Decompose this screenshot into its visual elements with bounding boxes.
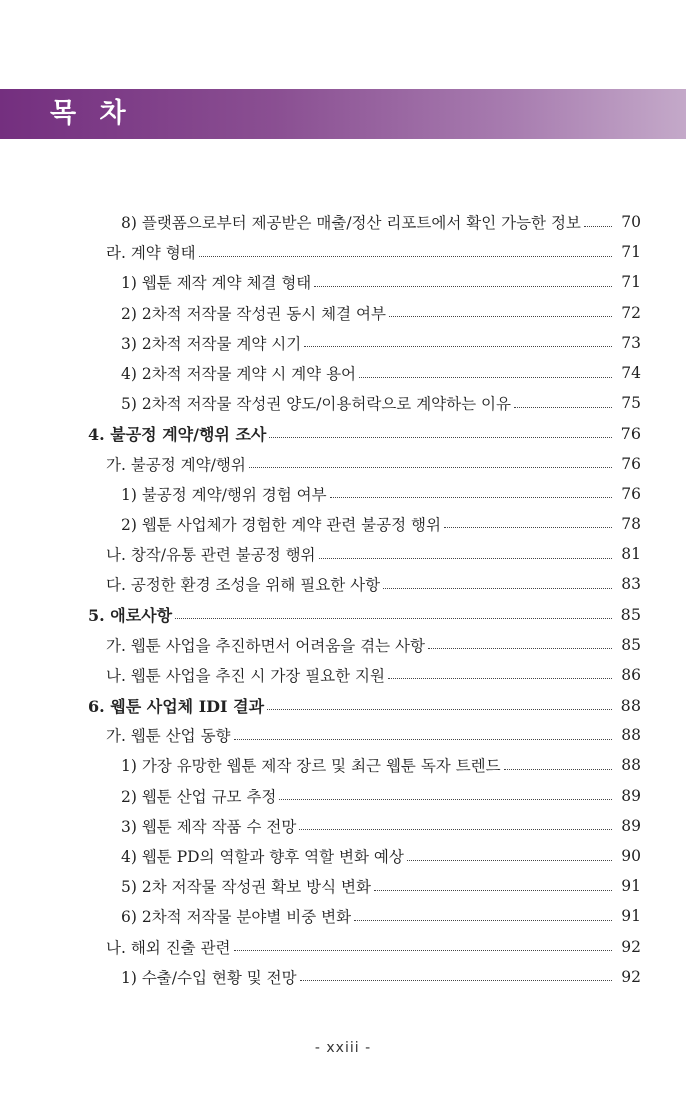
toc-entry-page: 90 [621, 847, 641, 866]
toc-entry-page: 71 [621, 243, 641, 262]
toc-entry-title: 1) 웹툰 제작 계약 체결 형태 [121, 274, 312, 293]
toc-entry-page: 81 [621, 545, 641, 564]
toc-leader-dots [444, 527, 612, 528]
toc-entry-page: 78 [621, 514, 641, 533]
toc-entry-page: 76 [620, 423, 641, 443]
toc-leader-dots [299, 829, 612, 830]
toc-leader-dots [504, 769, 612, 770]
toc-leader-dots [383, 588, 612, 589]
toc-entry[interactable] [0, 841, 686, 871]
toc-entry-title: 1) 불공정 계약/행위 경험 여부 [121, 485, 327, 504]
toc-leader-dots [314, 286, 612, 287]
toc-entry[interactable] [0, 660, 686, 690]
toc-leader-dots [428, 648, 612, 649]
toc-leader-dots [279, 799, 612, 800]
toc-entry[interactable] [0, 479, 686, 509]
toc-leader-dots [319, 558, 612, 559]
toc-entry[interactable] [0, 750, 686, 780]
toc-entry-page: 76 [621, 484, 641, 503]
toc-entry-title: 나. 웹툰 사업을 추진 시 가장 필요한 지원 [106, 666, 385, 685]
toc-entry[interactable] [0, 328, 686, 358]
toc-entry-title: 4. 불공정 계약/행위 조사 [88, 424, 267, 444]
toc-leader-dots [249, 467, 612, 468]
toc-entry-title: 다. 공정한 환경 조성을 위해 필요한 사항 [106, 576, 381, 595]
toc-entry-title: 가. 불공정 계약/행위 [106, 455, 246, 474]
toc-entry-page: 71 [621, 273, 641, 292]
toc-entry-page: 70 [621, 213, 641, 232]
toc-leader-dots [388, 678, 612, 679]
toc-entry-page: 73 [621, 333, 641, 352]
toc-entry-title: 나. 창작/유통 관련 불공정 행위 [106, 546, 316, 565]
toc-entry-title: 나. 해외 진출 관련 [106, 938, 231, 957]
toc-leader-dots [304, 346, 612, 347]
toc-entry-title: 2) 웹툰 사업체가 경험한 계약 관련 불공정 행위 [121, 515, 441, 534]
toc-entry[interactable] [0, 418, 686, 448]
toc-entry-page: 76 [621, 454, 641, 473]
toc-leader-dots [584, 226, 612, 227]
toc-leader-dots [359, 377, 612, 378]
toc-header-band [0, 89, 686, 139]
toc-entry-page: 88 [621, 726, 641, 745]
toc-entry[interactable] [0, 388, 686, 418]
toc-entry[interactable] [0, 449, 686, 479]
toc-leader-dots [300, 980, 612, 981]
toc-entry[interactable] [0, 298, 686, 328]
toc-entry-title: 5) 2차적 저작물 작성권 양도/이용허락으로 계약하는 이유 [121, 395, 511, 414]
toc-leader-dots [330, 497, 612, 498]
toc-entry-title: 5) 2차 저작물 작성권 확보 방식 변화 [121, 878, 371, 897]
toc-leader-dots [267, 709, 612, 710]
toc-entry-page: 75 [621, 394, 641, 413]
toc-leader-dots [514, 407, 612, 408]
toc-entry-title: 5. 애로사항 [88, 606, 173, 626]
toc-entry[interactable] [0, 781, 686, 811]
toc-entry[interactable] [0, 237, 686, 267]
toc-entry-page: 89 [621, 816, 641, 835]
toc-entry-page: 88 [620, 695, 641, 715]
toc-leader-dots [354, 920, 612, 921]
toc-entry[interactable] [0, 901, 686, 931]
toc-leader-dots [199, 256, 612, 257]
toc-entry-title: 1) 가장 유망한 웹툰 제작 장르 및 최근 웹툰 독자 트렌드 [121, 757, 501, 776]
toc-entry[interactable] [0, 267, 686, 297]
toc-entry-title: 가. 웹툰 사업을 추진하면서 어려움을 겪는 사항 [106, 636, 425, 655]
toc-leader-dots [389, 316, 612, 317]
toc-leader-dots [374, 890, 612, 891]
toc-entry[interactable] [0, 811, 686, 841]
toc-leader-dots [175, 618, 612, 619]
toc-leader-dots [234, 739, 612, 740]
toc-entry-page: 85 [620, 605, 641, 625]
toc-entry-page: 86 [621, 665, 641, 684]
toc-entry[interactable] [0, 509, 686, 539]
toc-entry-title: 4) 2차적 저작물 계약 시 계약 용어 [121, 365, 357, 384]
table-of-contents [0, 207, 686, 992]
toc-entry-page: 92 [621, 937, 641, 956]
toc-entry[interactable] [0, 871, 686, 901]
toc-entry-page: 83 [621, 575, 641, 594]
toc-entry-title: 8) 플랫폼으로부터 제공받은 매출/정산 리포트에서 확인 가능한 정보 [121, 214, 581, 233]
toc-leader-dots [407, 860, 612, 861]
toc-entry-page: 91 [621, 877, 641, 896]
page-number: - xxiii - [314, 1040, 372, 1056]
toc-entry-page: 91 [621, 907, 641, 926]
toc-entry-title: 1) 수출/수입 현황 및 전망 [121, 968, 297, 987]
toc-entry-title: 가. 웹툰 산업 동향 [106, 727, 231, 746]
toc-entry-title: 2) 2차적 저작물 작성권 동시 체결 여부 [121, 304, 386, 323]
toc-entry[interactable] [0, 962, 686, 992]
toc-entry-title: 2) 웹툰 산업 규모 추정 [121, 787, 277, 806]
toc-entry[interactable] [0, 207, 686, 237]
toc-entry[interactable] [0, 539, 686, 569]
toc-entry[interactable] [0, 358, 686, 388]
toc-entry-page: 85 [621, 635, 641, 654]
toc-entry-title: 3) 2차적 저작물 계약 시기 [121, 334, 302, 353]
toc-entry[interactable] [0, 690, 686, 720]
toc-entry-page: 72 [621, 303, 641, 322]
toc-entry[interactable] [0, 569, 686, 599]
toc-entry[interactable] [0, 720, 686, 750]
toc-entry-page: 74 [621, 364, 641, 383]
toc-entry-title: 6. 웹툰 사업체 IDI 결과 [88, 696, 265, 716]
toc-entry-title: 라. 계약 형태 [106, 244, 196, 263]
toc-entry[interactable] [0, 932, 686, 962]
page-title: 목 차 [50, 98, 133, 129]
toc-entry-page: 92 [621, 967, 641, 986]
toc-entry-page: 88 [621, 756, 641, 775]
toc-entry[interactable] [0, 630, 686, 660]
toc-leader-dots [269, 437, 612, 438]
toc-leader-dots [234, 950, 612, 951]
toc-entry-title: 3) 웹툰 제작 작품 수 전망 [121, 817, 297, 836]
toc-entry-title: 4) 웹툰 PD의 역할과 향후 역할 변화 예상 [121, 848, 404, 867]
toc-entry-page: 89 [621, 786, 641, 805]
toc-entry[interactable] [0, 599, 686, 629]
toc-entry-title: 6) 2차적 저작물 분야별 비중 변화 [121, 908, 352, 927]
